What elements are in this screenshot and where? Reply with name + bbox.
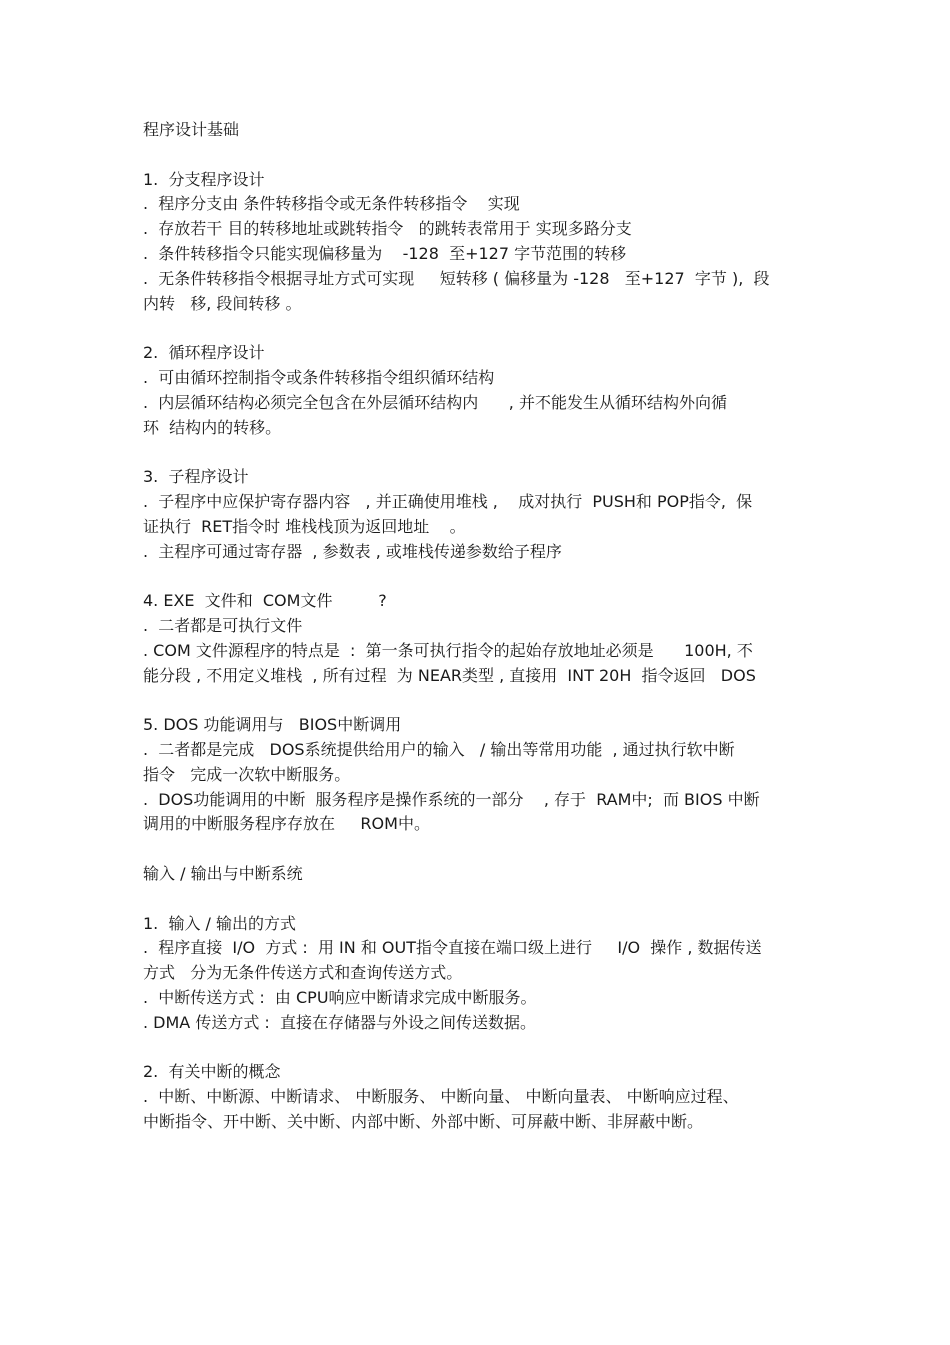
- paragraph-line: . 存放若干 目的转移地址或跳转指令 的跳转表常用于 实现多路分支: [143, 219, 632, 239]
- paragraph-line: . 程序分支由 条件转移指令或无条件转移指令 实现: [143, 194, 520, 214]
- paragraph-line: 环 结构内的转移。: [143, 417, 282, 437]
- paragraph-line: . 程序直接 I/O 方式 : 用 IN 和 OUT指令直接在端口级上进行 I/O 操作 , 数据传送: [143, 938, 762, 958]
- paragraph-line: . 中断、中断源、中断请求、 中断服务、 中断向量、 中断向量表、 中断响应过程、: [143, 1087, 739, 1107]
- paragraph-line: 指令 完成一次软中断服务。: [143, 764, 351, 784]
- paragraph-line: 能分段 , 不用定义堆栈 , 所有过程 为 NEAR类型 , 直接用 INT 20H 指令返回 DOS: [143, 665, 756, 685]
- subsection-heading: 5. DOS 功能调用与 BIOS中断调用: [143, 715, 402, 735]
- paragraph-line: . 中断传送方式 : 由 CPU响应中断请求完成中断服务。: [143, 987, 537, 1007]
- paragraph-line: . 条件转移指令只能实现偏移量为 -128 至+127 字节范围的转移: [143, 243, 627, 263]
- spacer: [143, 316, 808, 341]
- spacer: [143, 688, 808, 713]
- section-title: 程序设计基础: [143, 120, 240, 139]
- spacer: [143, 143, 808, 168]
- spacer: [143, 837, 808, 862]
- spacer: [143, 1035, 808, 1060]
- subsection-heading: 1. 输入 / 输出的方式: [143, 913, 297, 933]
- paragraph-line: 证执行 RET指令时 堆栈栈顶为返回地址 。: [143, 516, 466, 536]
- subsection-heading: 4. EXE 文件和 COM文件 ?: [143, 591, 387, 611]
- paragraph-line: 中断指令、开中断、关中断、内部中断、外部中断、可屏蔽中断、非屏蔽中断。: [143, 1111, 704, 1131]
- spacer: [143, 887, 808, 912]
- paragraph-line: . 二者都是可执行文件: [143, 615, 303, 635]
- paragraph-line: . 二者都是完成 DOS系统提供给用户的输入 / 输出等常用功能 , 通过执行软中断: [143, 739, 735, 759]
- paragraph-line: . COM 文件源程序的特点是 : 第一条可执行指令的起始存放地址必须是 100H, 不: [143, 640, 753, 660]
- subsection-heading: 3. 子程序设计: [143, 467, 249, 487]
- paragraph-line: . DMA 传送方式 : 直接在存储器与外设之间传送数据。: [143, 1012, 536, 1032]
- document-page: [143, 118, 808, 1135]
- paragraph-line: . 可由循环控制指令或条件转移指令组织循环结构: [143, 367, 495, 387]
- paragraph-line: . 内层循环结构必须完全包含在外层循环结构内 , 并不能发生从循环结构外向循: [143, 392, 727, 412]
- section-title: 输入 / 输出与中断系统: [143, 863, 303, 883]
- paragraph-line: . 无条件转移指令根据寻址方式可实现 短转移 ( 偏移量为 -128 至+127 字节 ), 段: [143, 268, 770, 288]
- subsection-heading: 2. 循环程序设计: [143, 343, 265, 363]
- paragraph-line: 方式 分为无条件传送方式和查询传送方式。: [143, 963, 463, 983]
- paragraph-line: 调用的中断服务程序存放在 ROM中。: [143, 814, 430, 834]
- paragraph-line: . DOS功能调用的中断 服务程序是操作系统的一部分 , 存于 RAM中; 而 BIOS 中断: [143, 789, 760, 809]
- paragraph-line: 内转 移, 段间转移 。: [143, 293, 302, 313]
- spacer: [143, 440, 808, 465]
- paragraph-line: . 主程序可通过寄存器 , 参数表 , 或堆栈传递参数给子程序: [143, 541, 562, 561]
- subsection-heading: 2. 有关中断的概念: [143, 1062, 281, 1082]
- subsection-heading: 1. 分支程序设计: [143, 169, 265, 189]
- spacer: [143, 564, 808, 589]
- paragraph-line: . 子程序中应保护寄存器内容 , 并正确使用堆栈 , 成对执行 PUSH和 POP指令, 保: [143, 491, 753, 511]
